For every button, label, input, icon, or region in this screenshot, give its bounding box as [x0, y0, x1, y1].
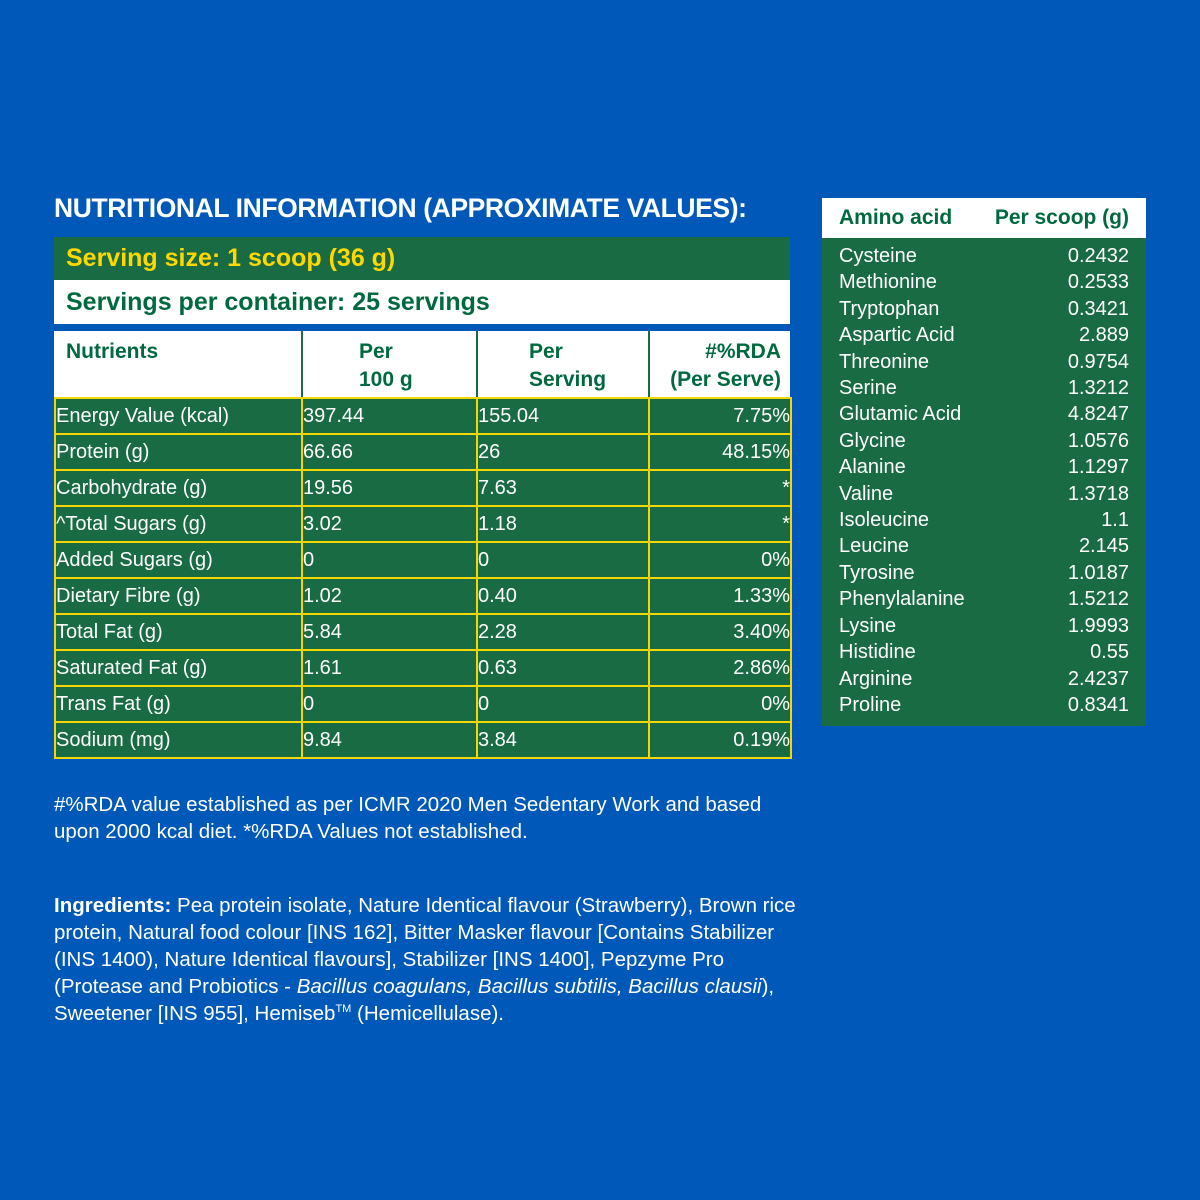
amino-row — [839, 269, 1129, 295]
value-per-serving: 0 — [477, 686, 649, 722]
nutrition-panel — [54, 237, 790, 759]
value-per-100g: 397.44 — [302, 398, 477, 434]
amino-value: 0.2533 — [1067, 271, 1129, 294]
spacer — [54, 324, 790, 331]
table-row — [55, 434, 791, 470]
amino-value: 1.0576 — [1067, 429, 1129, 452]
amino-value: 1.3212 — [1067, 377, 1129, 400]
nutrient-name: Protein (g) — [55, 434, 302, 470]
amino-value: 1.3718 — [1067, 482, 1129, 505]
nutrition-table-header — [54, 331, 790, 397]
table-row — [55, 686, 791, 722]
amino-row — [839, 428, 1129, 454]
value-per-100g: 3.02 — [302, 506, 477, 542]
amino-row — [839, 243, 1129, 269]
amino-name: Methionine — [839, 271, 937, 294]
amino-name: Leucine — [839, 535, 910, 558]
header-per-serving-line1: Per — [529, 340, 563, 363]
amino-row — [839, 349, 1129, 375]
value-per-100g: 5.84 — [302, 614, 477, 650]
amino-value: 0.8341 — [1067, 693, 1129, 716]
amino-row — [839, 533, 1129, 559]
table-row — [55, 506, 791, 542]
amino-name: Cysteine — [839, 245, 917, 267]
amino-name: Lysine — [839, 614, 897, 637]
ingredients-segment: Ingredients: — [54, 893, 178, 917]
value-per-serving: 0.63 — [477, 650, 649, 686]
ingredients-segment: (Hemicellulase). — [351, 1001, 504, 1025]
value-rda: 7.75% — [649, 398, 791, 434]
header-per-serving — [476, 331, 648, 397]
value-per-100g: 9.84 — [302, 722, 477, 758]
amino-name: Serine — [839, 377, 897, 400]
value-rda: 48.15% — [649, 434, 791, 470]
amino-row — [839, 666, 1129, 692]
amino-row — [839, 481, 1129, 507]
value-per-100g: 1.61 — [302, 650, 477, 686]
amino-table-body — [822, 238, 1146, 726]
value-rda: * — [649, 506, 791, 542]
amino-row — [839, 454, 1129, 480]
amino-name: Phenylalanine — [839, 588, 965, 611]
table-row — [55, 398, 791, 434]
ingredients-segment: Bacillus coagulans, Bacillus subtilis, Bacillus clausii — [296, 974, 762, 998]
amino-row — [839, 375, 1129, 401]
header-rda-line2: (Per Serve) — [670, 368, 781, 391]
value-per-serving: 7.63 — [477, 470, 649, 506]
amino-value: 0.9754 — [1067, 350, 1129, 373]
nutrition-table — [54, 397, 792, 759]
amino-value: 2.4237 — [1067, 667, 1129, 690]
header-nutrients: Nutrients — [66, 340, 159, 363]
amino-value: 4.8247 — [1067, 403, 1129, 426]
amino-name: Isoleucine — [839, 509, 930, 532]
amino-value: 2.145 — [1078, 535, 1129, 558]
nutrient-name: Energy Value (kcal) — [55, 398, 302, 434]
table-row — [55, 650, 791, 686]
servings-per-container-bar — [54, 280, 790, 324]
amino-name: Proline — [839, 693, 902, 716]
value-per-serving: 0 — [477, 542, 649, 578]
value-rda: 0.19% — [649, 722, 791, 758]
value-rda: 0% — [649, 686, 791, 722]
amino-acid-panel — [822, 198, 1146, 726]
amino-row — [839, 639, 1129, 665]
amino-name: Threonine — [839, 350, 930, 373]
table-row — [55, 614, 791, 650]
table-row — [55, 470, 791, 506]
amino-row — [839, 586, 1129, 612]
ingredients-segment: Pea protein isolate, Nature Identical flavour (Strawberry), Brown rice protein, Natural food colour [INS 162], Bitter Masker flavour [Contains Stabilizer (INS 1400), Nature Identical flavours], Stabilizer [INS 1400], Pepzyme Pro (Protease and Probiotics - — [54, 893, 796, 998]
nutrient-name: Carbohydrate (g) — [55, 470, 302, 506]
amino-row — [839, 560, 1129, 586]
amino-row — [839, 507, 1129, 533]
table-row — [55, 542, 791, 578]
value-per-100g: 0 — [302, 686, 477, 722]
servings-per-container-text: Servings per container: 25 servings — [66, 287, 490, 316]
header-per-scoop: Per scoop (g) — [994, 206, 1129, 229]
header-per-serving-line2: Serving — [529, 368, 607, 391]
value-per-100g: 66.66 — [302, 434, 477, 470]
amino-name: Glutamic Acid — [839, 403, 962, 426]
nutrient-name: Saturated Fat (g) — [55, 650, 302, 686]
amino-value: 0.3421 — [1067, 297, 1129, 320]
value-per-serving: 0.40 — [477, 578, 649, 614]
amino-name: Histidine — [839, 641, 916, 664]
amino-value: 1.1 — [1101, 509, 1129, 532]
amino-table-header — [822, 198, 1146, 238]
serving-size-bar — [54, 237, 790, 280]
value-per-100g: 19.56 — [302, 470, 477, 506]
amino-name: Tryptophan — [839, 297, 940, 320]
nutrient-name: ^Total Sugars (g) — [55, 506, 302, 542]
value-per-100g: 0 — [302, 542, 477, 578]
nutrient-name: Added Sugars (g) — [55, 542, 302, 578]
ingredients-segment: TM — [335, 1002, 352, 1015]
amino-value: 1.1297 — [1067, 456, 1129, 479]
value-per-serving: 26 — [477, 434, 649, 470]
value-rda: 3.40% — [649, 614, 791, 650]
nutrient-name: Sodium (mg) — [55, 722, 302, 758]
amino-row — [839, 401, 1129, 427]
header-per-100g-line2: 100 g — [359, 368, 413, 391]
amino-value: 1.5212 — [1067, 588, 1129, 611]
amino-row — [839, 322, 1129, 348]
ingredients-segment: ), Sweetener [INS 955], Hemiseb — [54, 974, 775, 1025]
amino-name: Alanine — [839, 456, 906, 479]
value-per-serving: 3.84 — [477, 722, 649, 758]
amino-row — [839, 296, 1129, 322]
value-per-100g: 1.02 — [302, 578, 477, 614]
value-rda: 1.33% — [649, 578, 791, 614]
value-per-serving: 2.28 — [477, 614, 649, 650]
header-amino-acid: Amino acid — [839, 206, 953, 229]
page-title: NUTRITIONAL INFORMATION (APPROXIMATE VALUES): — [54, 193, 747, 223]
value-rda: 2.86% — [649, 650, 791, 686]
amino-value: 1.9993 — [1067, 614, 1129, 637]
ingredients-paragraph — [54, 892, 806, 1027]
amino-name: Tyrosine — [839, 561, 915, 584]
table-row — [55, 722, 791, 758]
amino-value: 1.0187 — [1067, 561, 1129, 584]
nutrient-name: Dietary Fibre (g) — [55, 578, 302, 614]
amino-name: Glycine — [839, 429, 906, 452]
amino-name: Valine — [839, 482, 894, 505]
nutrient-name: Trans Fat (g) — [55, 686, 302, 722]
amino-value: 2.889 — [1078, 324, 1129, 347]
amino-name: Aspartic Acid — [839, 324, 955, 347]
amino-name: Arginine — [839, 667, 913, 690]
value-rda: 0% — [649, 542, 791, 578]
header-per-100g — [301, 331, 476, 397]
header-per-100g-line1: Per — [359, 340, 393, 363]
header-rda-line1: #%RDA — [705, 340, 781, 363]
rda-footnote: #%RDA value established as per ICMR 2020 Men Sedentary Work and based upon 2000 kcal diet. *%RDA Values not established. — [54, 793, 762, 843]
value-per-serving: 155.04 — [477, 398, 649, 434]
amino-row — [839, 692, 1129, 718]
value-rda: * — [649, 470, 791, 506]
value-per-serving: 1.18 — [477, 506, 649, 542]
amino-value: 0.2432 — [1067, 245, 1129, 267]
amino-value: 0.55 — [1090, 641, 1129, 664]
serving-size-text: Serving size: 1 scoop (36 g) — [66, 244, 396, 272]
table-row — [55, 578, 791, 614]
nutrient-name: Total Fat (g) — [55, 614, 302, 650]
amino-row — [839, 613, 1129, 639]
header-rda — [648, 331, 790, 397]
